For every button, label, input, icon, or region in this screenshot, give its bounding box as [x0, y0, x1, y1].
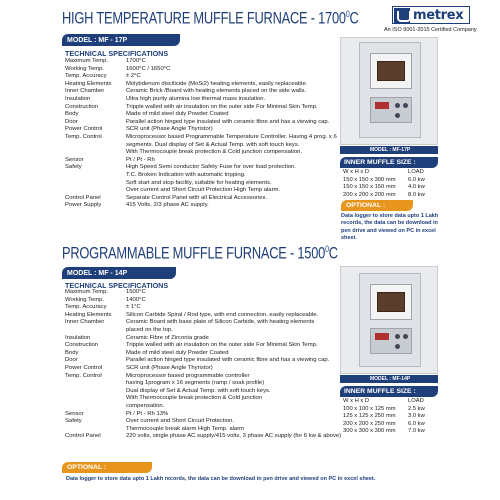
- section2-title: PROGRAMMABLE MUFFLE FURNACE - 1500$^0$C: [62, 244, 338, 263]
- spec-key: Working Temp.: [65, 296, 105, 303]
- spec-value: Pt / Pt - Rh: [126, 156, 155, 163]
- spec-value: Parallel action hinged type insulated with ceramic fibre and has a viewing cap.: [126, 118, 330, 125]
- spec-value: 1500°C: [126, 289, 146, 295]
- section2-optional-text: Data logger to store data upto 1 Lakh records, the data can be download in pen drive and viewed on PC in excel sheet.: [66, 476, 376, 482]
- spec-key: [65, 403, 126, 411]
- spec-key: [65, 172, 126, 180]
- spec-key: Control Panel: [65, 433, 101, 440]
- size-dims: 150 x 150 x 300 mm: [343, 176, 396, 183]
- spec-value: Ceramic Brick /Board with heating elements placed on the side walls.: [126, 88, 307, 95]
- spec-key: Power Control: [65, 126, 103, 133]
- spec-value: High Speed Semi conductor Safety Fuse for over load protection.: [126, 164, 296, 171]
- section1-sizes-heading: INNER MUFFLE SIZE :: [340, 157, 438, 168]
- spec-value: Soft start and stop facility, suitable for heating elements.: [126, 179, 272, 186]
- size-dims: 150 x 150 x 150 mm: [343, 184, 396, 191]
- spec-value: Dual display of Set & Actual Temp. with soft touch keys.: [126, 387, 271, 394]
- spec-key: [65, 187, 126, 195]
- section2-sizes-heading: INNER MUFFLE SIZE :: [340, 386, 438, 397]
- spec-key: Door: [65, 357, 78, 364]
- section1-specs-heading: TECHNICAL SPECIFICATIONS: [65, 49, 169, 58]
- spec-key: Inner Chamber: [65, 319, 105, 326]
- furnace-illustration-icon: [359, 273, 421, 367]
- size-row: [340, 184, 440, 192]
- spec-key: Inner Chamber: [65, 88, 105, 95]
- size-load: 6.0 kw: [408, 420, 425, 427]
- size-header-load: LOAD: [408, 169, 424, 175]
- spec-key: Body: [65, 111, 79, 118]
- spec-value: placed on the top.: [126, 326, 173, 333]
- iso-certification: An ISO 9001-2015 Certified Company: [384, 27, 477, 33]
- spec-key: Maximum Temp.: [65, 58, 109, 64]
- section2-photo-caption: MODEL : MF-14P: [340, 375, 438, 383]
- spec-value: Ceramic Fibre of Zirconia grade: [126, 334, 209, 341]
- size-load: 4.0 kw: [408, 184, 425, 191]
- spec-key: [65, 380, 126, 388]
- spec-key: Construction: [65, 342, 99, 349]
- spec-value: Microprocessor based programmable controller: [126, 372, 250, 379]
- spec-key: [65, 327, 126, 335]
- section1-photo-caption: MODEL : MF-17P: [340, 146, 438, 154]
- spec-value: Tripple walled with air insulation on the outer side For Minimal Skin Temp.: [126, 342, 318, 349]
- size-load: 7.0 kw: [408, 428, 425, 435]
- spec-value: SCR unit (Phase Angle Thyristor): [126, 364, 213, 371]
- spec-key: Heating Elements: [65, 311, 112, 318]
- spec-value: Over current and Short Circuit Protection High Temp alarm.: [126, 187, 281, 194]
- spec-key: Temp. Control: [65, 372, 102, 379]
- spec-key: Sensor: [65, 156, 84, 163]
- section1-furnace-photo: [340, 37, 438, 145]
- spec-value: 220 volts, single phase AC supply/415 volts, 3 phase AC supply (for 6 kw & above): [126, 433, 342, 440]
- spec-value: Tripple walled with air insulation on the outer side For Minimal Skin Temp.: [126, 103, 318, 110]
- spec-key: Door: [65, 118, 78, 125]
- size-load: 2.5 kw: [408, 405, 425, 412]
- size-row: [340, 192, 440, 200]
- size-load: 6.0 kw: [408, 176, 425, 183]
- section2-specs-heading: TECHNICAL SPECIFICATIONS: [65, 281, 169, 290]
- furnace-illustration-icon: [359, 42, 421, 138]
- size-header-load: LOAD: [408, 398, 424, 404]
- size-load: 3.0 kw: [408, 413, 425, 420]
- spec-value: Made of mild steel duly Powder Coated: [126, 349, 229, 356]
- spec-value: Parallel action hinged type insulated with ceramic fibre and has a viewing cap.: [126, 357, 330, 364]
- section1-size-table: [340, 169, 440, 199]
- spec-key: [65, 180, 126, 188]
- spec-key: Safety: [65, 164, 82, 171]
- section2-size-table: [340, 398, 440, 436]
- spec-value: 415 Volts, 2/3 phase AC supply.: [126, 202, 209, 209]
- spec-key: Temp. Accuracy: [65, 304, 107, 311]
- spec-value: With Thermocouple break protection & Cold junction compensation.: [126, 149, 303, 156]
- section1-optional-label: OPTIONAL :: [341, 200, 413, 211]
- size-row: [340, 428, 440, 436]
- spec-value: Made of mild steel duly Powder Coated: [126, 111, 229, 118]
- logo-mark-icon: [394, 8, 410, 23]
- spec-value: With Thermocouple break protection & Cold junction: [126, 395, 263, 402]
- spec-key: Insulation: [65, 95, 91, 102]
- spec-value: 1600°C / 1650°C: [126, 65, 171, 72]
- spec-value: 1400°C: [126, 296, 146, 303]
- spec-key: [65, 395, 126, 403]
- spec-value: Silicon Carbide Spiral / Rod type, with end connection, easily replaceable.: [126, 311, 319, 318]
- size-dims: 125 x 125 x 250 mm: [343, 413, 396, 420]
- size-dims: 300 x 300 x 300 mm: [343, 428, 396, 435]
- spec-value: 1700°C: [126, 58, 146, 64]
- size-dims: 200 x 200 x 250 mm: [343, 420, 396, 427]
- spec-key: Temp. Control: [65, 133, 102, 140]
- size-row: [340, 177, 440, 185]
- logo-text: metrex: [413, 7, 464, 23]
- spec-key: [65, 142, 126, 150]
- spec-key: Temp. Accuracy: [65, 73, 107, 80]
- spec-value: ± 2°C: [126, 73, 141, 80]
- spec-value: segments. Dual display of Set & Actual Temp. with soft touch keys.: [126, 141, 300, 148]
- spec-key: Safety: [65, 418, 82, 425]
- section2-furnace-photo: [340, 266, 438, 374]
- spec-key: Maximum Temp.: [65, 289, 109, 295]
- spec-key: [65, 388, 126, 396]
- spec-value: Over current and Short Circuit Protection.: [126, 418, 235, 425]
- spec-value: having 1program x 16 segments (ramp / soak profile): [126, 380, 265, 387]
- size-row: [340, 413, 440, 421]
- spec-value: SCR unit (Phase Angle Thyristor): [126, 126, 213, 133]
- size-header-dims: W x H x D: [343, 398, 370, 404]
- spec-key: Power Supply: [65, 202, 102, 209]
- spec-key: Heating Elements: [65, 80, 112, 87]
- spec-key: Construction: [65, 103, 99, 110]
- spec-value: Ultra high purity alumina low thermal mass insulation.: [126, 95, 266, 102]
- section2-optional-label: OPTIONAL :: [62, 462, 152, 473]
- size-header-dims: W x H x D: [343, 169, 370, 175]
- spec-key: [65, 426, 126, 434]
- section1-title: HIGH TEMPERATURE MUFFLE FURNACE - 1700$^0$C: [62, 9, 359, 28]
- spec-key: Control Panel: [65, 194, 101, 201]
- section2-model-bar: MODEL : MF - 14P: [62, 267, 176, 279]
- size-load: 8.0 kw: [408, 191, 425, 198]
- spec-value: Microprocessor based Programmable Temperature Controller. Having 4 prog. x 6: [126, 133, 337, 140]
- company-logo: [392, 6, 470, 24]
- size-dims: 100 x 100 x 125 mm: [343, 405, 396, 412]
- spec-key: Working Temp.: [65, 65, 105, 72]
- size-header-row: [340, 398, 440, 406]
- section1-optional-text: Data logger to store data upto 1 Lakh records, the data can be download in pen drive and viewed on PC in excel sheet.: [341, 213, 439, 241]
- spec-value: Pt / Pt - Rh 13%: [126, 410, 169, 417]
- spec-value: Molybdenum discilicide (MoSi2) heating elements, easily replaceable.: [126, 80, 308, 87]
- spec-key: Body: [65, 349, 79, 356]
- size-dims: 200 x 200 x 200 mm: [343, 191, 396, 198]
- section1-model-bar: MODEL : MF - 17P: [62, 34, 180, 46]
- spec-value: Ceramic Board with base plate of Silicon Carbide, with heating elements: [126, 319, 315, 326]
- size-header-row: [340, 169, 440, 177]
- spec-key: Insulation: [65, 334, 91, 341]
- spec-value: ± 1°C: [126, 304, 141, 311]
- spec-value: Separate Control Panel with all Electrical Accessories.: [126, 194, 268, 201]
- spec-key: [65, 149, 126, 157]
- spec-value: T.C. Broken Indication with automatic tripping.: [126, 171, 246, 178]
- spec-key: Power Control: [65, 364, 103, 371]
- spec-value: compensation.: [126, 402, 165, 409]
- size-row: [340, 421, 440, 429]
- spec-value: Thermocouple break alarm High Temp. alarm: [126, 425, 245, 432]
- spec-key: Sensor: [65, 410, 84, 417]
- size-row: [340, 406, 440, 414]
